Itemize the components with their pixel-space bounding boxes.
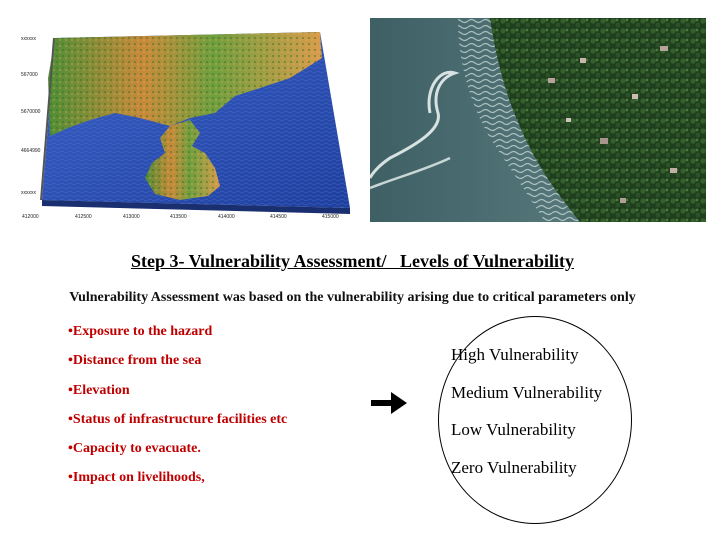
map-x-tick: 413500 xyxy=(170,214,187,220)
parameter-item: •Exposure to the hazard xyxy=(68,324,213,339)
map-x-tick: 412500 xyxy=(75,214,92,220)
map-y-tick: 567000 xyxy=(21,72,38,78)
parameter-item: •Capacity to evacuate. xyxy=(68,441,201,457)
parameter-item: •Distance from the sea xyxy=(68,353,202,369)
assessment-basis-text: Vulnerability Assessment was based on the vulnerability arising due to critical parameters only xyxy=(69,290,636,305)
terrain-map-image xyxy=(20,18,360,223)
map-x-tick: 414500 xyxy=(270,214,287,220)
slide-heading: Step 3- Vulnerability Assessment/ Levels of Vulnerability xyxy=(130,251,575,271)
vulnerability-level-item: Zero Vulnerability xyxy=(451,457,577,477)
map-y-tick: xxxxxx xyxy=(21,36,36,42)
vulnerability-level-item: High Vulnerability xyxy=(451,345,579,364)
vulnerability-levels-list xyxy=(451,343,602,493)
map-x-tick: 414000 xyxy=(218,214,235,220)
parameter-item: •Status of infrastructure facilities etc xyxy=(68,411,288,427)
critical-parameters-list xyxy=(68,322,287,498)
vulnerability-level-item: Low Vulnerability xyxy=(451,420,576,439)
map-y-tick: 5670000 xyxy=(21,109,41,115)
map-y-tick: 4664990 xyxy=(21,148,41,154)
map-x-tick: 415000 xyxy=(322,214,339,220)
vulnerability-level-item: Medium Vulnerability xyxy=(451,382,603,402)
map-x-tick: 413000 xyxy=(123,214,140,220)
map-y-tick: xxxxxx xyxy=(21,190,36,196)
parameter-item: •Elevation xyxy=(68,382,130,398)
parameter-item: •Impact on livelihoods, xyxy=(68,470,205,486)
right-arrow-icon xyxy=(371,391,407,415)
map-x-tick: 412000 xyxy=(22,214,39,220)
satellite-image xyxy=(370,18,706,222)
